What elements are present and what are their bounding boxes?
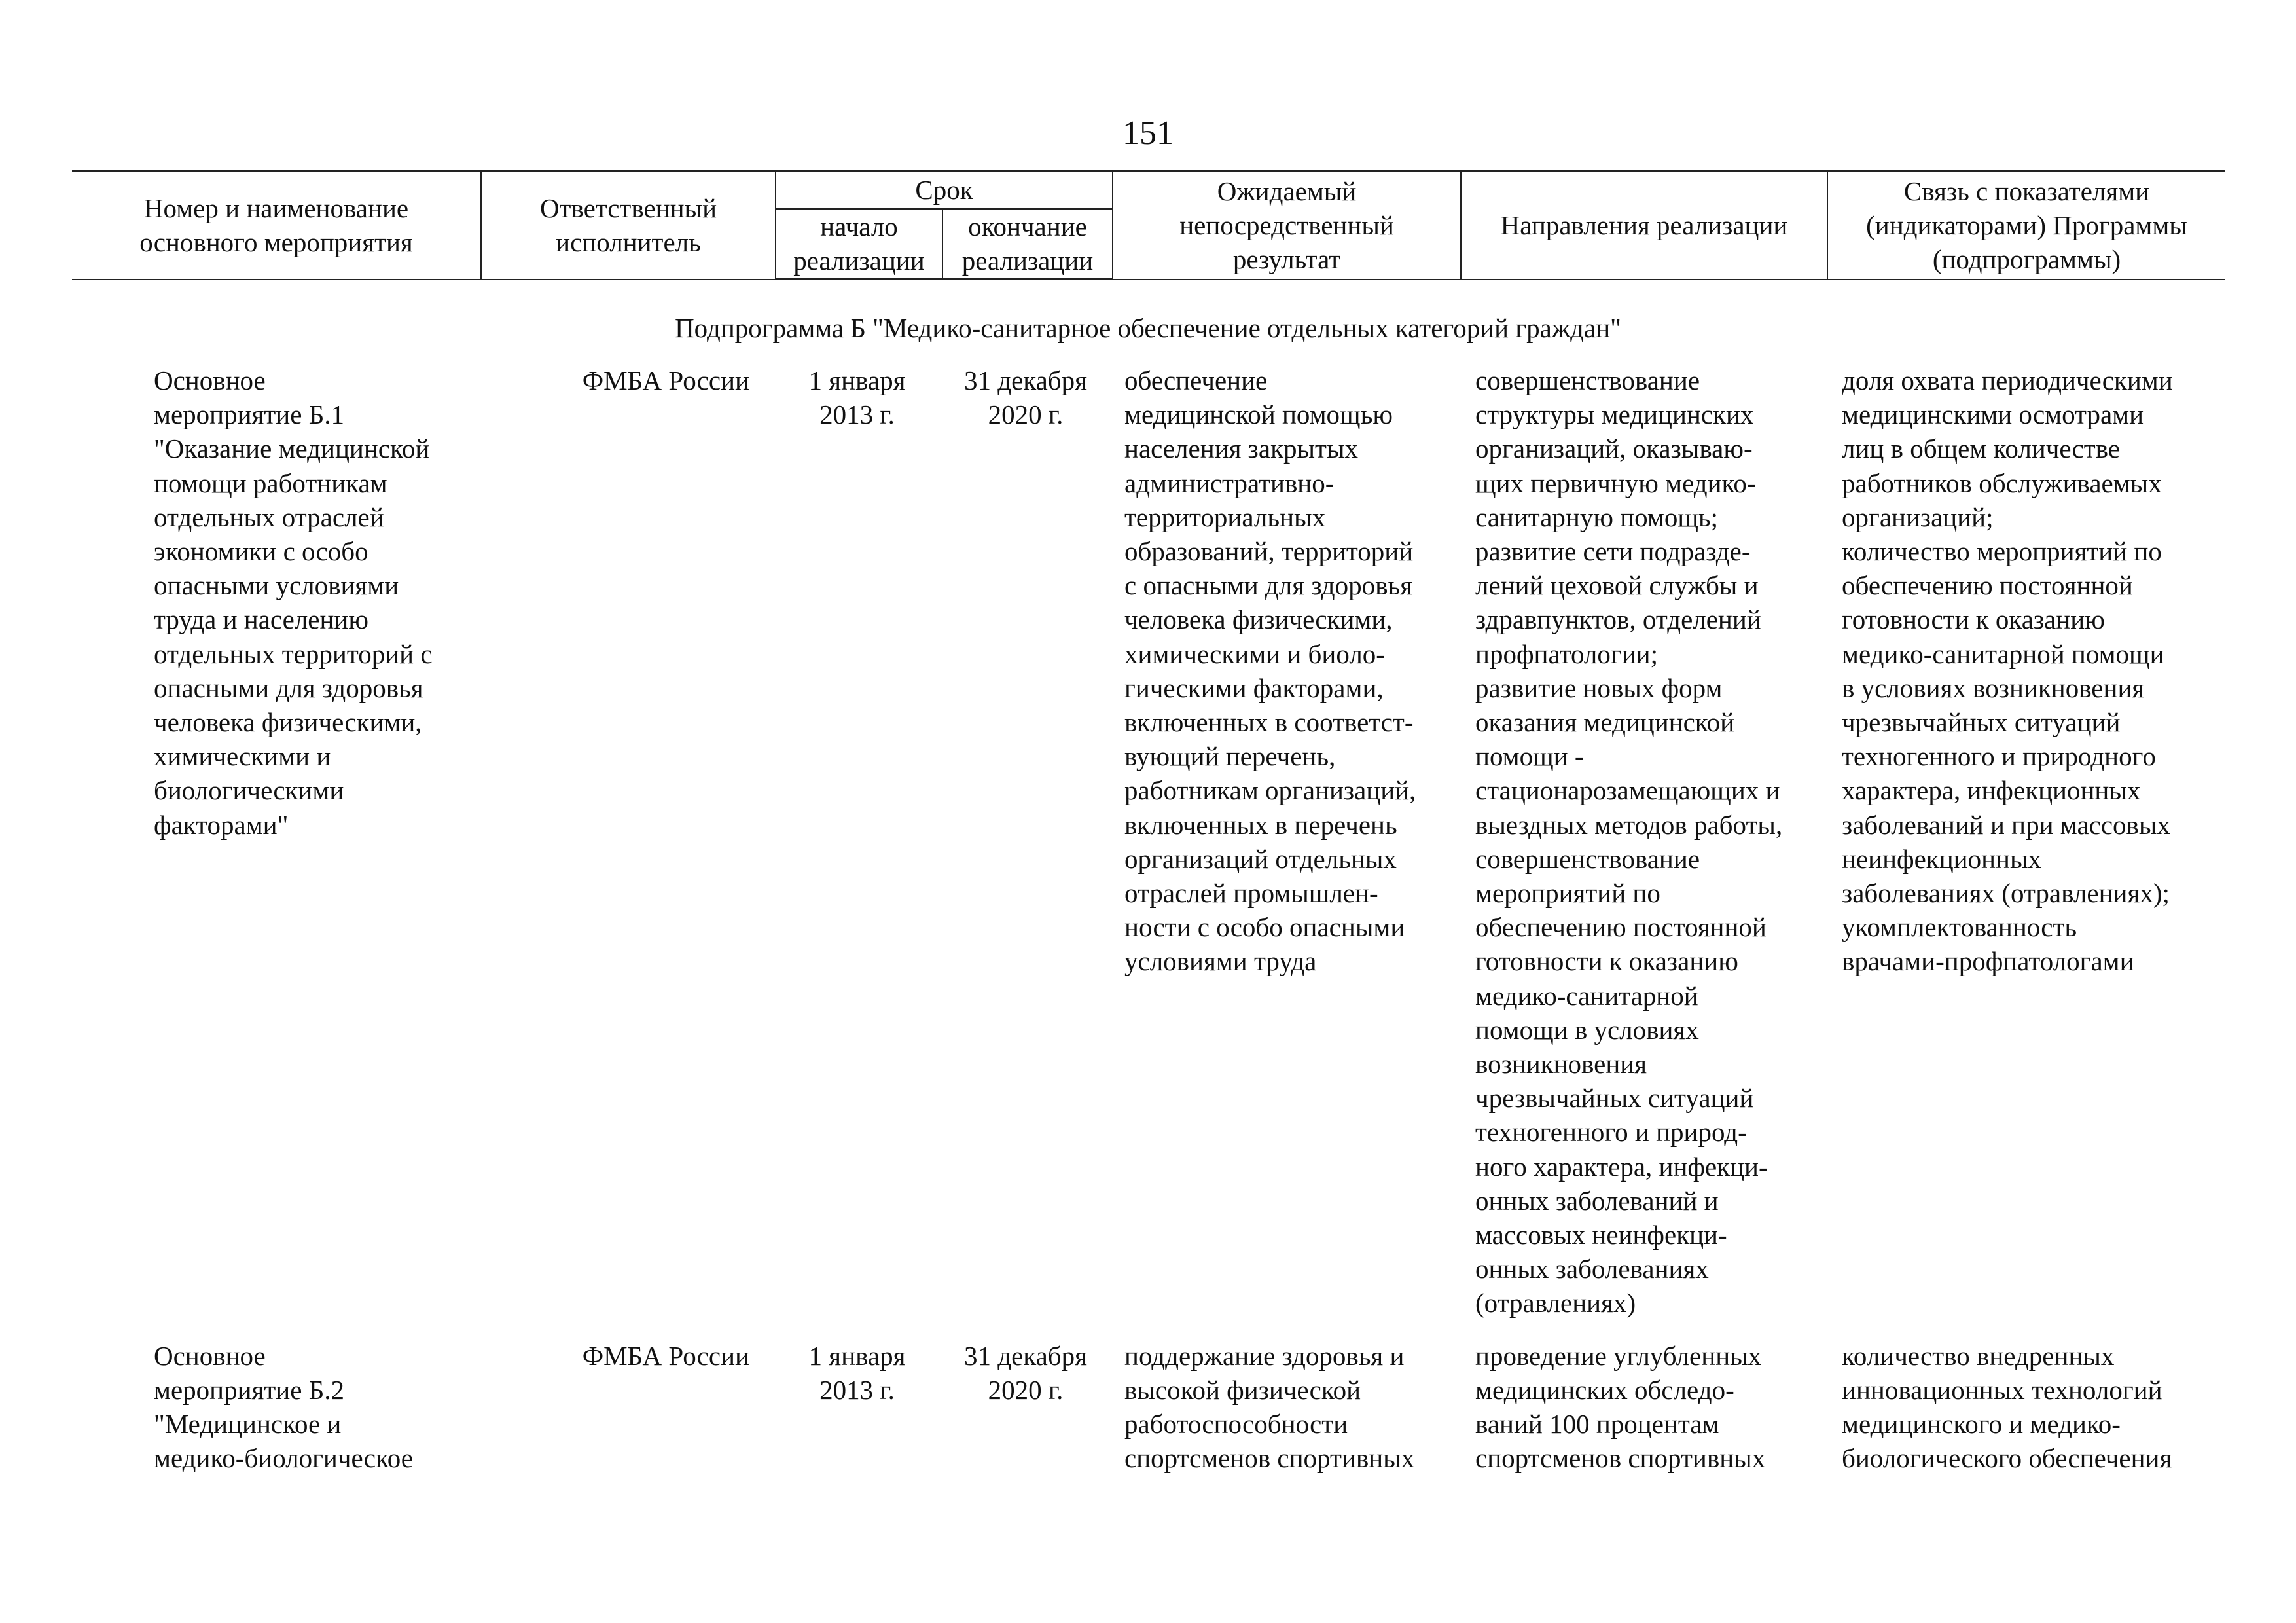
table-header xyxy=(72,170,2225,280)
activity-responsible: ФМБА России xyxy=(582,1340,749,1371)
activity-indicators: доля охвата периодическими медицинскими осмотрами лиц в общем количестве работников обслуживаемых организаций; количество мероприятий по обеспечению постоянной готовности к оказанию медико-санитарной помощи в условиях возникновения чрезвычайных ситуаций техногенного и природного характера, инфекционных заболеваний и при массовых неинфекционных заболеваниях (отравлениях); укомплектованность врачами-профпатологами xyxy=(1842,365,2173,977)
activity-name: Основное мероприятие Б.2 "Медицинское и медико-биологическое xyxy=(154,1340,413,1474)
header-end: окончание реализации xyxy=(942,209,1113,280)
activity-start: 1 января 2013 г. xyxy=(808,365,906,430)
activities-table xyxy=(72,363,2225,1476)
activity-start: 1 января 2013 г. xyxy=(808,1340,906,1405)
activity-name: Основное мероприятие Б.1 "Оказание медицинской помощи работникам отдельных отраслей экономики с особо опасными условиями труда и населению отдельных территорий с опасными для здоровья человека физическими, химическими и биологическими факторами" xyxy=(154,365,433,840)
activity-end: 31 декабря 2020 г. xyxy=(963,1340,1088,1405)
page-number: 151 xyxy=(1122,115,1174,152)
activity-result: обеспечение медицинской помощью населения закрытых административно- территориальных образований, территорий с опасными для здоровья человека физическими, химическими и биоло- гическими факторами, включенных в соответст- вующий перечень, работникам организаций, включенных в перечень организаций отдельных отраслей промышлен- ности с особо опасными условиями труда xyxy=(1124,365,1416,977)
activity-indicators: количество внедренных инновационных технологий медицинского и медико- биологического обеспечения xyxy=(1842,1340,2172,1474)
header-result: Ожидаемый непосредственный результат xyxy=(1113,172,1461,280)
table-row xyxy=(72,363,2225,1321)
activity-responsible: ФМБА России xyxy=(582,365,749,395)
header-indicators: Связь с показателями (индикаторами) Программы (подпрограммы) xyxy=(1827,172,2225,280)
table-row xyxy=(72,1339,2225,1476)
header-directions: Направления реализации xyxy=(1461,172,1827,280)
header-term: Срок xyxy=(776,172,1113,209)
header-start: начало реализации xyxy=(776,209,942,280)
header-number-name: Номер и наименование основного мероприятия xyxy=(72,172,481,280)
header-responsible: Ответственный исполнитель xyxy=(481,172,776,280)
activity-directions: проведение углубленных медицинских обследо- ваний 100 процентам спортсменов спортивных xyxy=(1475,1340,1766,1474)
activity-result: поддержание здоровья и высокой физической работоспособности спортсменов спортивных xyxy=(1124,1340,1415,1474)
activity-directions: совершенствование структуры медицинских организаций, оказываю- щих первичную медико- санитарную помощь; развитие сети подразде- лений цеховой службы и здравпунктов, отделений профпатологии; развитие новых форм оказания медицинской помощи - стационарозамещающих и выездных методов работы, совершенствование мероприятий по обеспечению постоянной готовности к оказанию медико-санитарной помощи в условиях возникновения чрезвычайных ситуаций техногенного и природ- ного характера, инфекци- онных заболеваний и массовых неинфекци- онных заболеваниях (отравлениях) xyxy=(1475,365,1783,1319)
activity-end: 31 декабря 2020 г. xyxy=(963,365,1088,430)
subprogram-title: Подпрограмма Б "Медико-санитарное обеспечение отдельных категорий граждан" xyxy=(675,313,1621,343)
